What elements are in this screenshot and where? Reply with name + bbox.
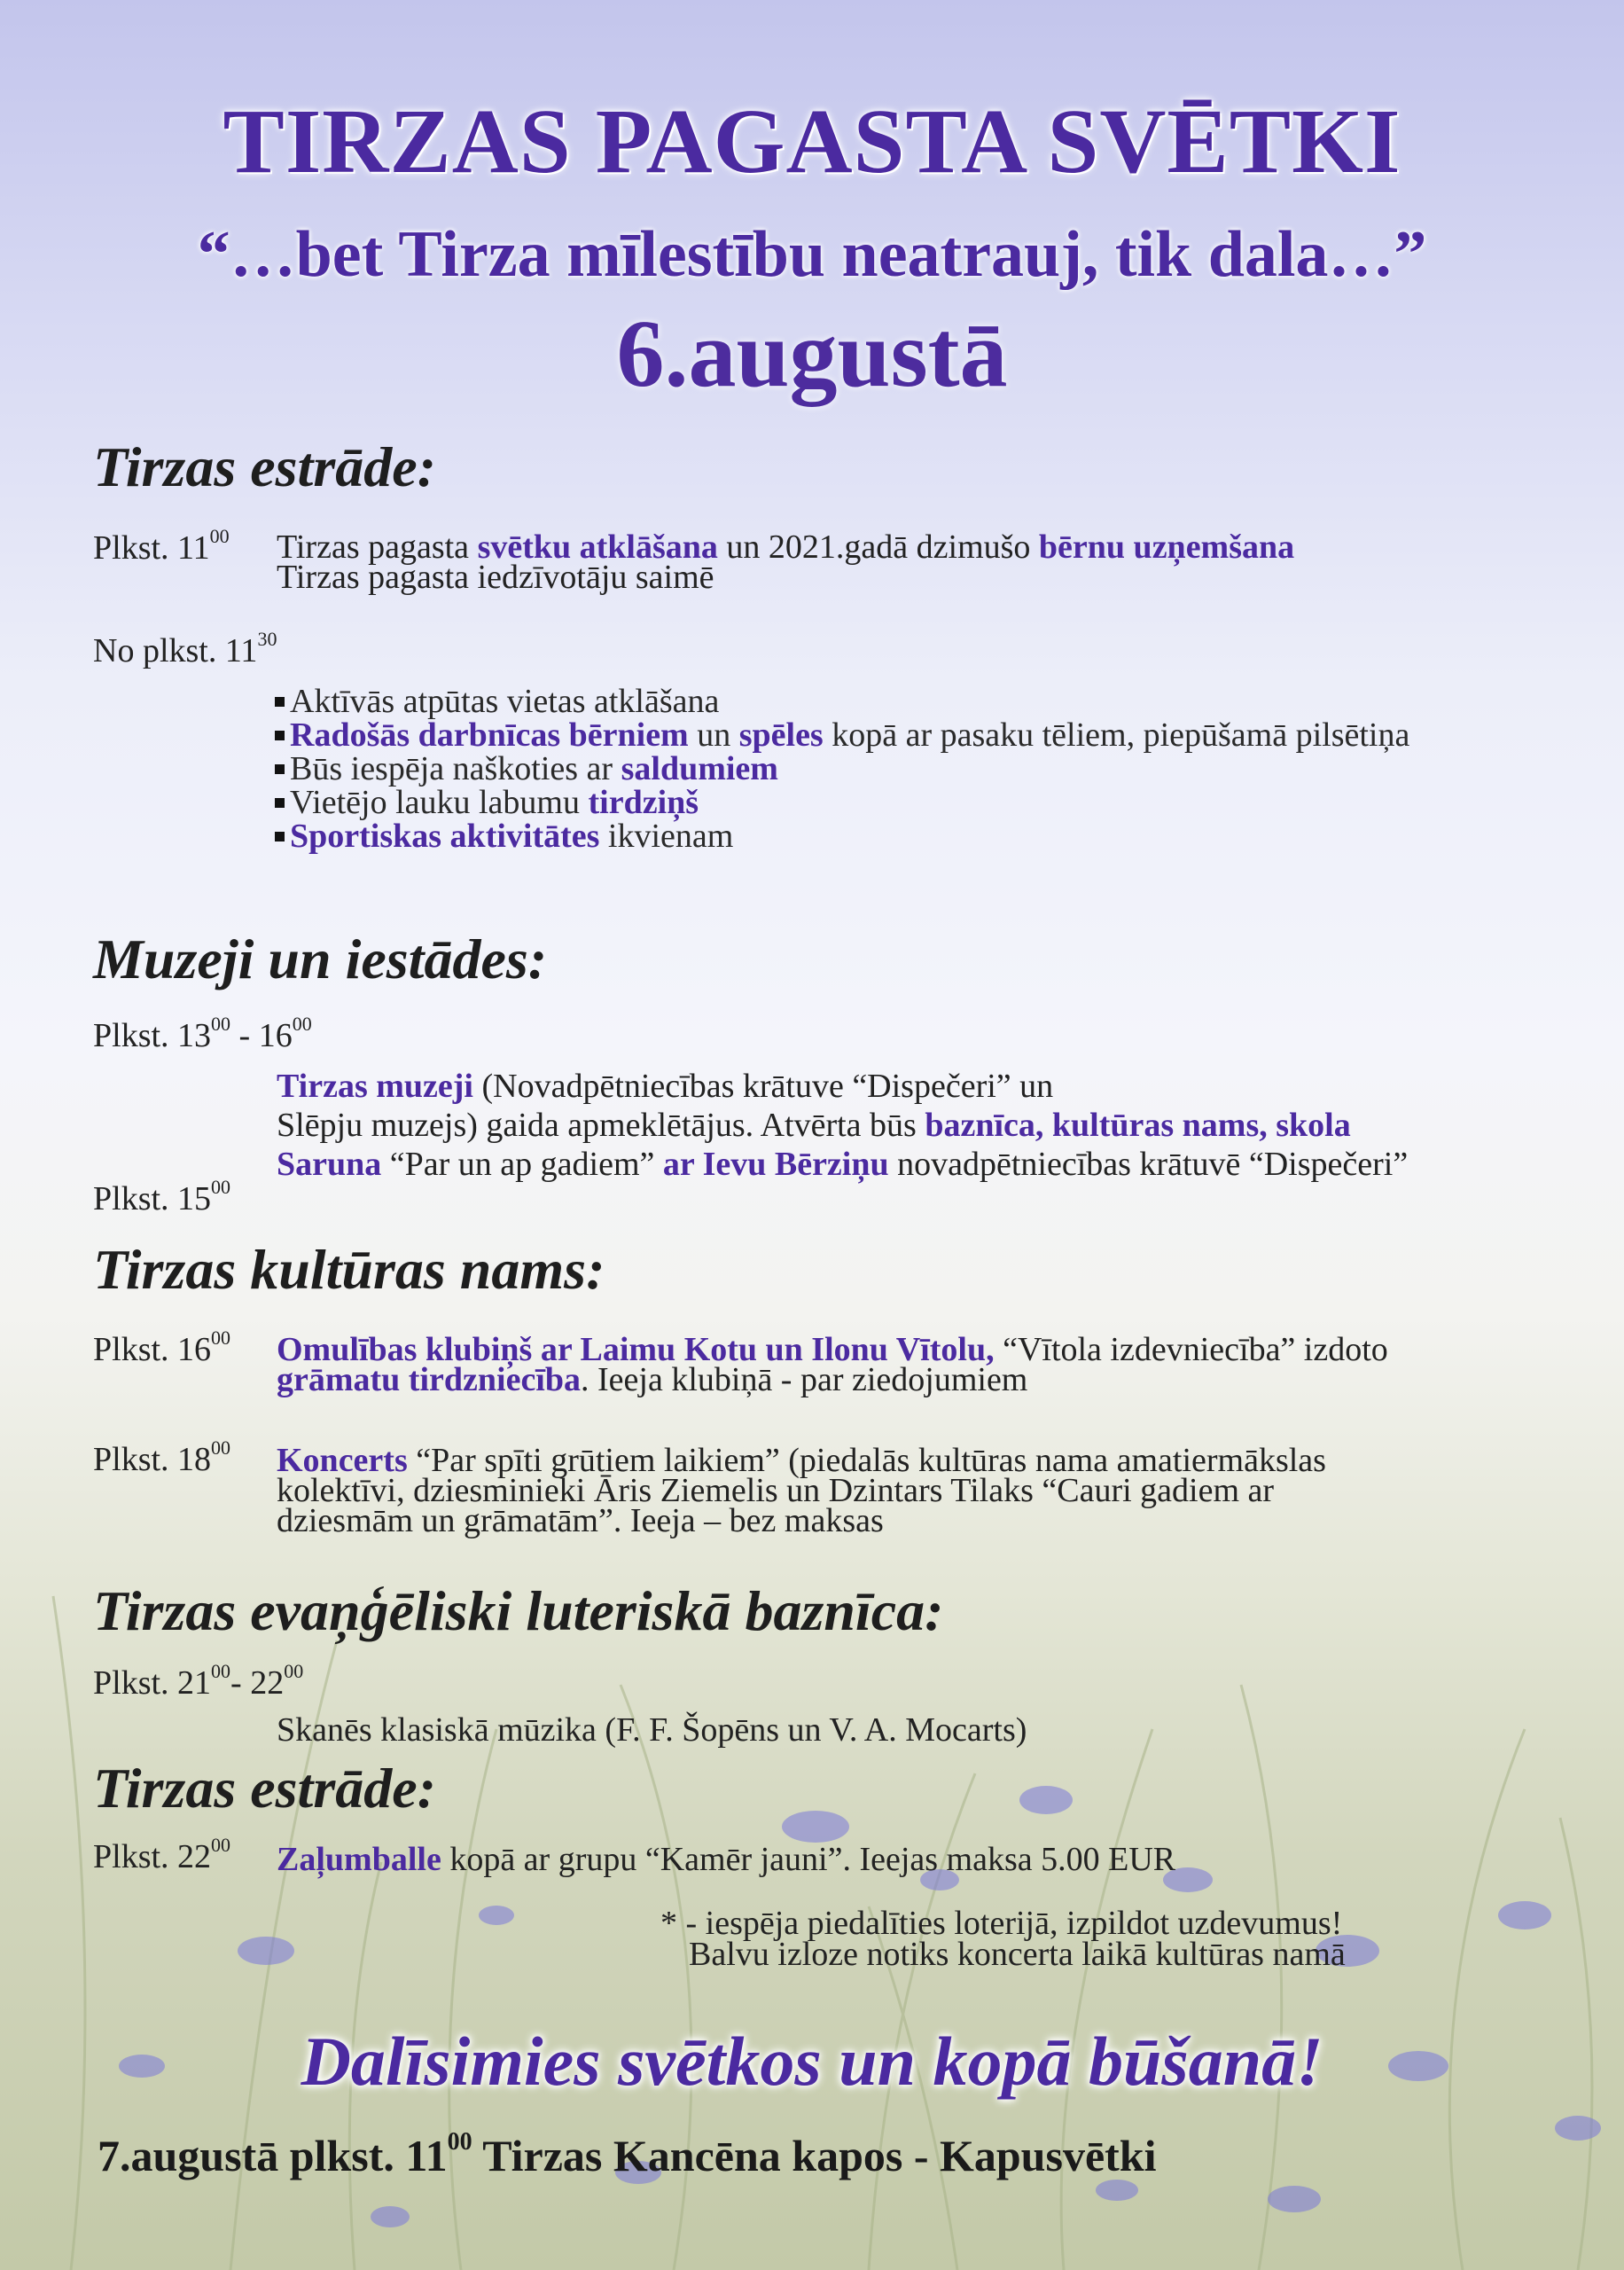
event-classical-music: Skanēs klasiskā mūzika (F. F. Šopēns un V. A. Mocarts)	[277, 1711, 1027, 1749]
bullet-square-icon	[275, 731, 285, 740]
lottery-note: * - iespēja piedalīties loterijā, izpildot uzdevumus! Balvu izloze notiks koncerta laikā kultūras namā	[660, 1905, 1346, 1973]
time-label: No plkst. $11^{30}$	[93, 628, 277, 669]
time-label: Plkst. $18^{00}$	[93, 1436, 231, 1478]
bullet-square-icon	[275, 697, 285, 707]
time-label: Plkst. $22^{00}$	[93, 1834, 231, 1875]
time-label: Plkst. $13^{00} - 16^{00}$	[93, 1013, 312, 1054]
event-opening: Tirzas pagasta svētku atklāšana un 2021.gadā dzimušo bērnu uzņemšana Tirzas pagasta iedzīvotāju saimē	[277, 528, 1295, 596]
section-heading-estrade: Tirzas estrāde:	[93, 435, 436, 498]
footer-cemetery-event: 7.augustā plkst. $11^{00}$ Tirzas Kancēna kapos - Kapusvētki	[98, 2128, 1157, 2180]
subtitle-quote: “…bet Tirza mīlestību neatrauj, tik dala…”	[197, 218, 1427, 291]
time-label: Plkst. $21^{00}-$ $22^{00}$	[93, 1660, 304, 1702]
bullet-square-icon	[275, 798, 285, 808]
main-title: TIRZAS PAGASTA SVĒTKI	[223, 90, 1401, 192]
event-date: 6.augustā	[616, 301, 1008, 407]
activities-list	[275, 685, 1409, 853]
section-heading-church: Tirzas evaņģēliski luteriskā baznīca:	[93, 1579, 944, 1642]
event-museums: Tirzas muzeji (Novadpētniecības krātuve “Dispečeri” un Slēpju muzejs) gaida apmeklētājus. Atvērta būs baznīca, kultūras nams, skola Saruna “Par un ap gadiem” ar Ievu Bērziņu novadpētniecības krātuvē “Dispečeri”	[277, 1068, 1409, 1183]
bullet-square-icon	[275, 764, 285, 774]
list-item: Vietējo lauku labumu tirdziņš	[275, 786, 1409, 819]
time-label: Plkst. $16^{00}$	[93, 1327, 231, 1368]
event-concert: Koncerts “Par spīti grūtiem laikiem” (piedalās kultūras nama amatiermākslas kolektīvi, dziesminieki Āris Ziemelis un Dzintars Tilaks “Cauri gadiem ar dziesmām un grāmatām”. Ieeja – bez maksas	[277, 1442, 1326, 1539]
slogan: Dalīsimies svētkos un kopā būšanā!	[301, 2023, 1323, 2100]
section-heading-culture-house: Tirzas kultūras nams:	[93, 1238, 605, 1301]
time-label: Plkst. $15^{00}$	[93, 1176, 231, 1217]
list-item: Radošās darbnīcas bērniem un spēles kopā ar pasaku tēliem, piepūšamā pilsētiņa	[275, 718, 1409, 752]
bullet-square-icon	[275, 832, 285, 841]
list-item: Aktīvās atpūtas vietas atklāšana	[275, 685, 1409, 718]
list-item: Būs iespēja naškoties ar saldumiem	[275, 752, 1409, 786]
list-item: Sportiskas aktivitātes ikvienam	[275, 819, 1409, 853]
section-heading-museums: Muzeji un iestādes:	[93, 928, 548, 990]
time-label: Plkst. $11^{00}$	[93, 525, 230, 567]
event-club: Omulības klubiņš ar Laimu Kotu un Ilonu Vītolu, “Vītola izdevniecība” izdoto grāmatu tirdzniecība. Ieeja klubiņā - par ziedojumiem	[277, 1331, 1388, 1398]
section-heading-estrade-evening: Tirzas estrāde:	[93, 1757, 436, 1820]
event-dance: Zaļumballe kopā ar grupu “Kamēr jauni”. Ieejas maksa 5.00 EUR	[277, 1841, 1176, 1878]
